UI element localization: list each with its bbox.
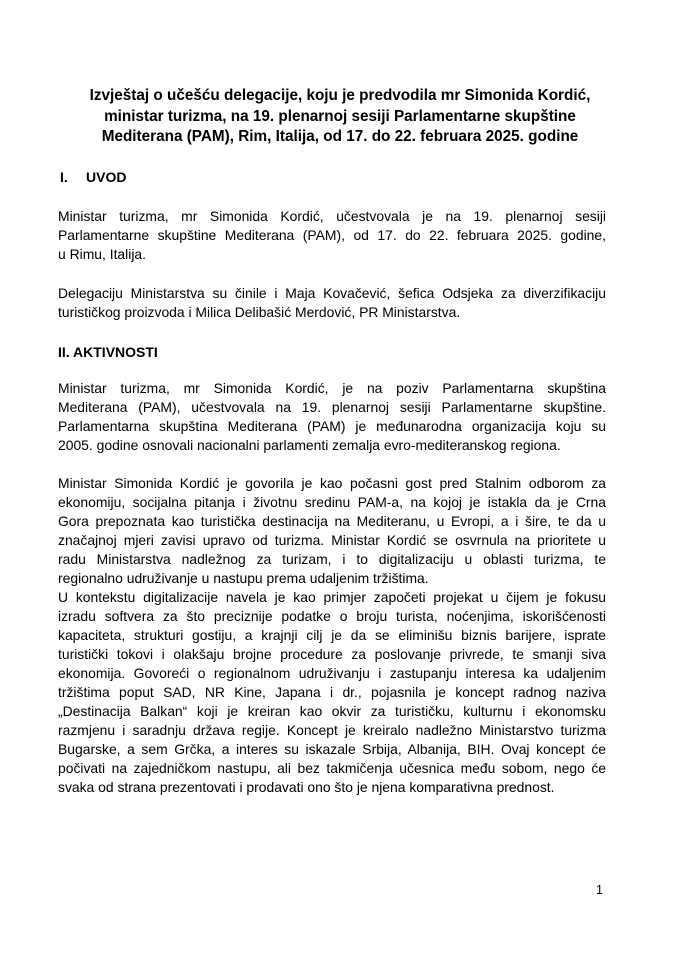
text-line: počivati na zajedničkom nastupu, ali bez takmičenja učesnica među sobom, nego će — [58, 760, 606, 776]
paragraph-pam — [58, 379, 606, 455]
document-title — [40, 86, 640, 148]
text-line: Ministar turizma, mr Simonida Kordić, je na poziv Parlamentarna skupština — [58, 380, 606, 396]
text-line: „Destinacija Balkan“ koji je kreiran kao okvir za turističku, kulturnu i ekonomsku — [58, 703, 606, 719]
page-number: 1 — [596, 883, 603, 897]
paragraph-intro — [58, 207, 606, 264]
text-line: Parlamentarna skupština Mediterana (PAM) je međunarodna organizacija koju su — [58, 418, 606, 434]
text-line: Bugarske, a sem Grčka, a interes su iskazale Srbija, Albanija, BIH. Ovaj koncept će — [58, 741, 606, 757]
text-line: ekonomija. Govoreći o regionalnom udruživanju i zastupanju interesa ka udaljenim — [58, 665, 606, 681]
text-line: značajnoj mjeri zavisi upravo od turizma. Ministar Kordić se osvrnula na prioritete u — [58, 532, 606, 548]
section-title: UVOD — [86, 169, 127, 185]
text-line: u Rimu, Italija. — [58, 246, 147, 262]
paragraph-activities — [58, 474, 606, 797]
text-line: svaka od strana prezentovati i prodavati ono što je njena komparativna prednost. — [58, 779, 555, 795]
text-line: regionalno udruživanje u nastupu prema udaljenim tržištima. — [58, 570, 429, 586]
text-line: Ministar Simonida Kordić je govorila je kao počasni gost pred Stalnim odborom za — [58, 475, 606, 491]
text-line: radu Ministarstva nadležnog za turizam, i to digitalizaciju u oblasti turizma, te — [58, 551, 606, 567]
title-line: Izvještaj o učešću delegacije, koju je predvodila mr Simonida Kordić, — [89, 87, 591, 104]
title-line: Mediterana (PAM), Rim, Italija, od 17. do 22. februara 2025. godine — [101, 128, 579, 145]
text-line: Parlamentarne skupštine Mediterana (PAM), od 17. do 22. februara 2025. godine, — [58, 227, 606, 243]
text-line: Gora prepoznata kao turistička destinacija na Mediteranu, u Evropi, a i šire, te da u — [58, 513, 606, 529]
text-line: U kontekstu digitalizacije navela je kao primjer započeti projekat u čijem je fokusu — [58, 589, 606, 605]
text-line: 2005. godine osnovali nacionalni parlamenti zemalja evro-mediteranskog regiona. — [58, 437, 561, 453]
section-heading-uvod — [60, 168, 126, 186]
paragraph-delegation — [58, 284, 606, 322]
text-line: turističkog proizvoda i Milica Delibašić Merdović, PR Ministarstva. — [58, 304, 461, 320]
section-heading-aktivnosti: II. AKTIVNOSTI — [58, 344, 158, 360]
text-line: turistički tokovi i olakšaju brojne procedure za poslovanje privrede, te smanji siva — [58, 646, 606, 662]
section-number: I. — [60, 169, 68, 185]
text-line: Delegaciju Ministarstva su činile i Maja Kovačević, šefica Odsjeka za diverzifikaciju — [58, 285, 606, 301]
text-line: razmjenu i saradnju država regije. Koncept je kreiralo nadležno Ministarstvo turizma — [58, 722, 606, 738]
text-line: kapaciteta, strukturi gostiju, a krajnji cilj je da se eliminišu biznis barijere, isprate — [58, 627, 606, 643]
text-line: ekonomiju, socijalna pitanja i životnu sredinu PAM-a, na kojoj je istakla da je Crna — [58, 494, 606, 510]
title-line: ministar turizma, na 19. plenarnoj sesiji Parlamentarne skupštine — [104, 107, 576, 125]
text-line: tržištima poput SAD, NR Kine, Japana i dr., pojasnila je koncept radnog naziva — [58, 684, 606, 700]
text-line: Ministar turizma, mr Simonida Kordić, učestvovala je na 19. plenarnoj sesiji — [58, 208, 606, 224]
text-line: izradu softvera za što preciznije podatke o broju turista, noćenjima, iskorišćenosti — [58, 608, 606, 624]
text-line: Mediterana (PAM), učestvovala na 19. plenarnoj sesiji Parlamentarne skupštine. — [58, 399, 606, 415]
